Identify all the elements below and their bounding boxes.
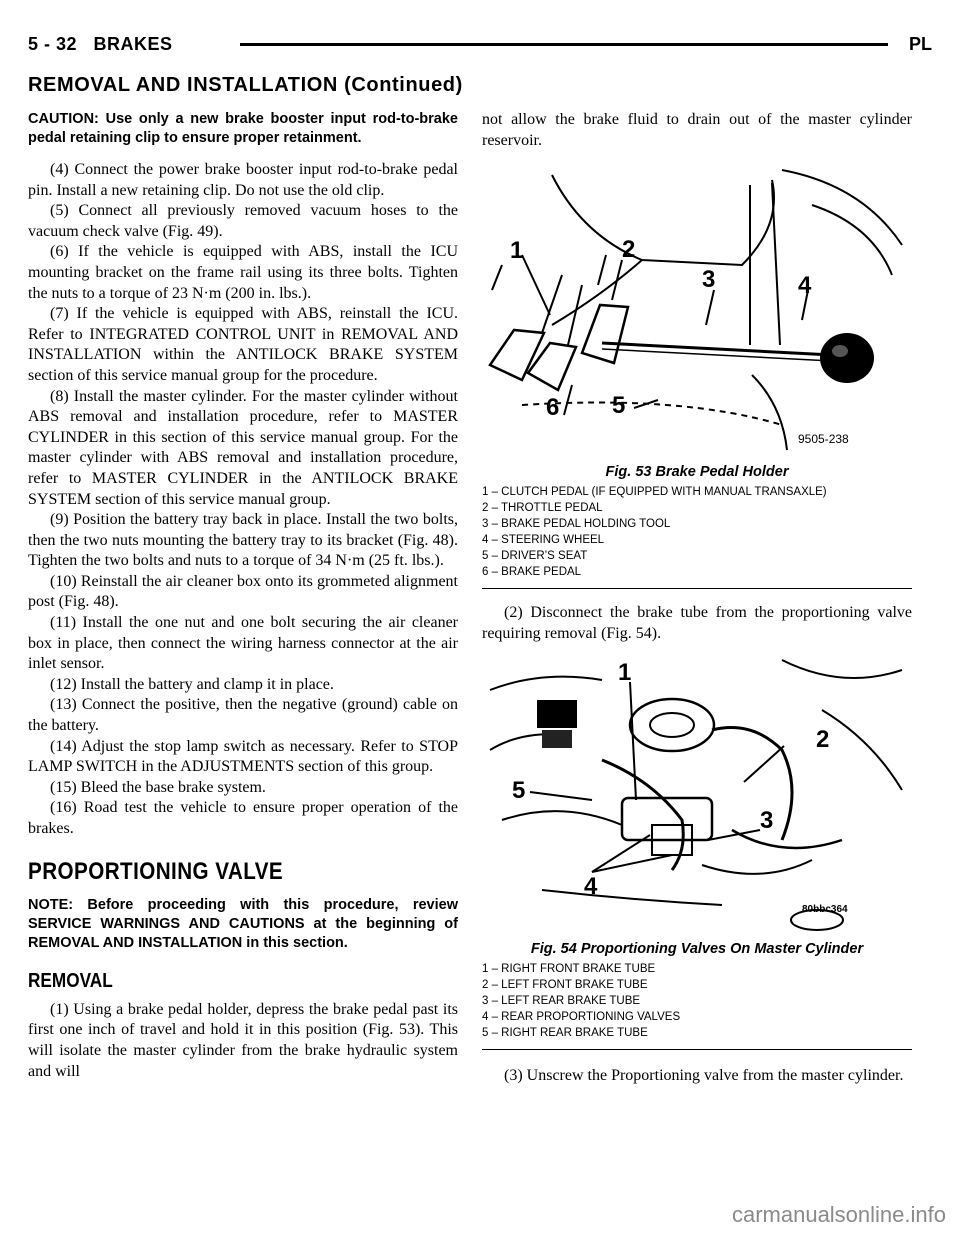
fig54-legend-4: 4 – REAR PROPORTIONING VALVES — [482, 1011, 681, 1023]
fig53-rule — [482, 588, 912, 589]
removal-step-2: (2) Disconnect the brake tube from the proportioning valve requiring removal (Fig. 54). — [482, 604, 912, 642]
fig54-callout-5: 5 — [512, 777, 526, 804]
step-8: (8) Install the master cylinder. For the master cylinder without ABS removal and installation procedure, refer to MASTER CYLINDER in this section of this service manual group. For the master cylinder with ABS removal and installation procedure, refer to MASTER CYLINDER in the ANTILOCK BRAKE SYSTEM section of this service manual group. — [28, 387, 458, 508]
note-text: NOTE: Before proceeding with this procedure, review SERVICE WARNINGS AND CAUTIONS at the beginning of REMOVAL AND INSTALLATION in this section. — [28, 897, 458, 952]
removal-step-1: (1) Using a brake pedal holder, depress the brake pedal past its first one inch of travel and hold it in this position (Fig. 53). This will isolate the master cylinder from the brake hydraulic system and will — [28, 1000, 458, 1080]
fig53-callout-6: 6 — [546, 394, 560, 421]
continued-text: not allow the brake fluid to drain out of the master cylinder reservoir. — [482, 111, 912, 149]
fig53-legend-4: 4 – STEERING WHEEL — [482, 534, 605, 546]
figure-53 — [482, 165, 912, 589]
fig53-callout-3: 3 — [702, 266, 716, 293]
removal-step-3: (3) Unscrew the Proportioning valve from the master cylinder. — [504, 1067, 904, 1084]
fig53-legend-3: 3 – BRAKE PEDAL HOLDING TOOL — [482, 518, 671, 530]
header-section: BRAKES — [93, 34, 173, 54]
step-7: (7) If the vehicle is equipped with ABS, reinstall the ICU. Refer to INTEGRATED CONTROL UNIT in REMOVAL AND INSTALLATION within the ANTILOCK BRAKE SYSTEM section of this service manual group for the procedure. — [28, 305, 458, 384]
fig53-callout-4: 4 — [798, 272, 812, 299]
fig54-legend-2: 2 – LEFT FRONT BRAKE TUBE — [482, 979, 648, 991]
step-4: (4) Connect the power brake booster input rod-to-brake pedal pin. Install a new retaining clip. Do not use the old clip. — [28, 161, 458, 199]
header-rule — [240, 43, 888, 46]
fig54-rule — [482, 1049, 912, 1050]
watermark: carmanualsonline.info — [731, 1202, 946, 1227]
fig53-callout-1: 1 — [510, 237, 524, 264]
step-12: (12) Install the battery and clamp it in place. — [50, 675, 334, 693]
step-6: (6) If the vehicle is equipped with ABS, install the ICU mounting bracket on the frame rail using its three bolts. Tighten the nuts to a torque of 23 N·m (200 in. lbs.). — [28, 243, 458, 302]
step-10: (10) Reinstall the air cleaner box onto its grommeted alignment post (Fig. 48). — [28, 572, 458, 611]
brake-pedal-holder-illustration — [482, 165, 912, 455]
fig54-callout-3: 3 — [760, 807, 774, 834]
proportioning-valves-illustration — [482, 650, 912, 932]
step-16: (16) Road test the vehicle to ensure proper operation of the brakes. — [28, 799, 458, 837]
step-11: (11) Install the one nut and one bolt securing the air cleaner box in place, then connect the wiring harness connector at the air inlet sensor. — [28, 614, 458, 673]
figure-54 — [482, 650, 912, 1050]
step-5: (5) Connect all previously removed vacuum hoses to the vacuum check valve (Fig. 49). — [28, 202, 458, 240]
step-14: (14) Adjust the stop lamp switch as necessary. Refer to STOP LAMP SWITCH in the ADJUSTMENTS section of this group. — [28, 737, 458, 776]
fig54-legend-1: 1 – RIGHT FRONT BRAKE TUBE — [482, 963, 656, 975]
right-column-step3 — [482, 1066, 912, 1087]
fig53-legend-5: 5 – DRIVER’S SEAT — [482, 550, 588, 562]
page-header — [28, 34, 932, 54]
page-subtitle: REMOVAL AND INSTALLATION (Continued) — [28, 74, 463, 96]
fig54-callout-4: 4 — [584, 873, 598, 900]
fig53-callout-2: 2 — [622, 236, 636, 263]
fig53-plate-number: 9505-238 — [798, 432, 849, 446]
fig53-legend-1: 1 – CLUTCH PEDAL (IF EQUIPPED WITH MANUAL TRANSAXLE) — [482, 486, 827, 498]
fig53-callout-5: 5 — [612, 392, 626, 419]
step-9: (9) Position the battery tray back in place. Install the two bolts, then the two nuts mounting the battery tray to its bracket (Fig. 48). Tighten the two bolts and nuts to a torque of 34 N·m (25 ft. lbs.). — [28, 511, 458, 570]
fig54-caption: Fig. 54 Proportioning Valves On Master Cylinder — [530, 941, 864, 957]
step-13: (13) Connect the positive, then the negative (ground) cable on the battery. — [28, 696, 458, 735]
caution-text: CAUTION: Use only a new brake booster input rod-to-brake pedal retaining clip to ensure proper retainment. — [28, 111, 458, 146]
steering-wheel-knob — [820, 333, 874, 383]
step-15: (15) Bleed the base brake system. — [50, 778, 266, 796]
fig53-legend-6: 6 – BRAKE PEDAL — [482, 566, 582, 578]
fig54-callout-2: 2 — [816, 726, 830, 753]
left-column — [28, 110, 458, 1082]
right-column-step2 — [482, 603, 912, 644]
section-title: PROPORTIONING VALVE — [28, 857, 284, 885]
header-code: PL — [908, 34, 932, 54]
removal-title: REMOVAL — [28, 970, 113, 993]
header-page-section — [28, 34, 173, 55]
right-column — [482, 110, 912, 151]
fig54-legend-5: 5 – RIGHT REAR BRAKE TUBE — [482, 1027, 648, 1039]
fig53-caption: Fig. 53 Brake Pedal Holder — [605, 464, 789, 480]
fig54-plate-number: 80bbc364 — [802, 904, 848, 915]
fig54-callout-1: 1 — [618, 659, 632, 686]
fig53-legend-2: 2 – THROTTLE PEDAL — [482, 502, 603, 514]
fig54-legend-3: 3 – LEFT REAR BRAKE TUBE — [482, 995, 641, 1007]
header-page-number: 5 - 32 — [28, 34, 78, 54]
